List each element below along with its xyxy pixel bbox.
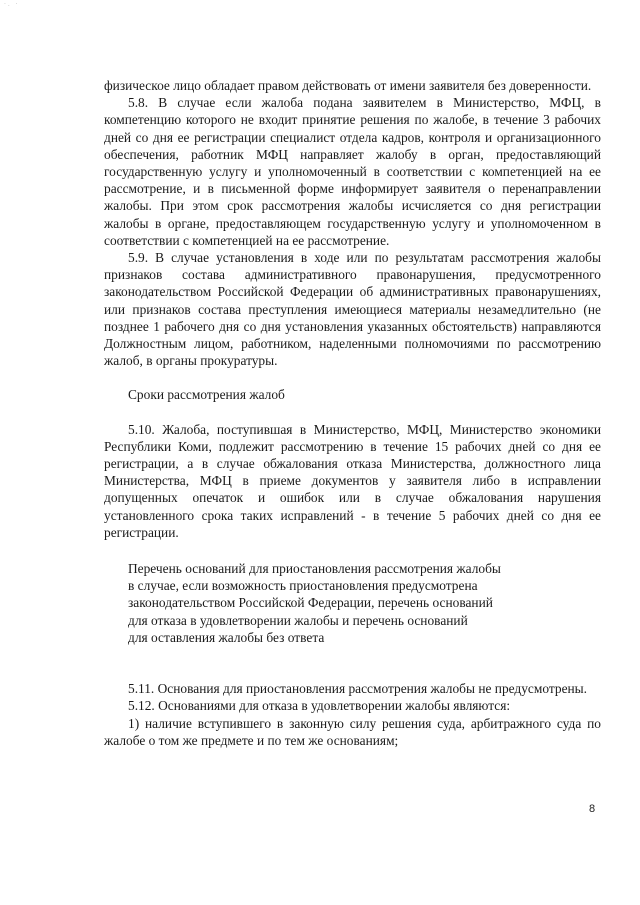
paragraph-5-10: 5.10. Жалоба, поступившая в Министерство, МФЦ, Министерство экономики Республики Коми, подлежит рассмотрению в течение 15 рабочих дней со дня ее регистрации, а в случае обжалования отказа Министерства, должностного лица Министерства, МФЦ в приеме документов у заявителя либо в исправлении допущенных опечаток и ошибок или в случае обжалования нарушения установленного срока таких исправлений - в течение 5 рабочих дней со дня ее регистрации. (104, 421, 601, 540)
paragraph-5-11: 5.11. Основания для приостановления рассмотрения жалобы не предусмотрены. (128, 681, 588, 697)
paragraph-5-12-item-1: 1) наличие вступившего в законную силу решения суда, арбитражного суда по жалобе о том же предмете и по тем же основаниям; (104, 715, 601, 748)
heading-line: законодательством Российской Федерации, перечень оснований (128, 595, 493, 611)
spacer (104, 369, 601, 386)
heading-line: для отказа в удовлетворении жалобы и перечень оснований (128, 612, 468, 628)
paragraph-continued: физическое лицо обладает правом действовать от имени заявителя без доверенности. (104, 78, 592, 93)
spacer (104, 541, 601, 560)
heading-line: в случае, если возможность приостановления предусмотрена (128, 578, 478, 594)
paragraph-5-9: 5.9. В случае установления в ходе или по результатам рассмотрения жалобы признаков состава административного правонарушения, предусмотренного законодательством Российской Федерации об административных правонарушениях, или признаков состава преступления имеющиеся материалы незамедлительно (не позднее 1 рабочего дня со дня установления указанных обстоятельств) направляются Должностным лицом, работником, наделенными полномочиями по рассмотрению жалоб, в органы прокуратуры. (104, 250, 601, 369)
heading-line: Перечень оснований для приостановления рассмотрения жалобы (128, 561, 501, 577)
page-number: 8 (589, 803, 596, 815)
spacer (104, 646, 601, 680)
document-body (104, 77, 601, 749)
scan-artifact: ·. · (4, 1, 20, 8)
section-heading-review-terms: Сроки рассмотрения жалоб (128, 387, 285, 403)
section-heading-grounds (104, 560, 568, 646)
paragraph-5-8: 5.8. В случае если жалоба подана заявителем в Министерство, МФЦ, в компетенцию которого не входит принятие решения по жалобе, в течение 3 рабочих дней со дня ее регистрации специалист отдела кадров, контроля и организационного обеспечения, работник МФЦ направляет жалобу в орган, предоставляющий государственную услугу и уполномоченный в соответствии с компетенцией на ее рассмотрение, и в письменной форме информирует заявителя о перенаправлении жалобы. При этом срок рассмотрения жалобы исчисляется со дня регистрации жалобы в органе, предоставляющем государственную услугу и уполномоченном в соответствии с компетенцией на ее рассмотрение. (104, 95, 601, 248)
paragraph-5-12: 5.12. Основаниями для отказа в удовлетворении жалобы являются: (128, 698, 511, 714)
heading-line: для оставления жалобы без ответа (128, 629, 325, 645)
spacer (104, 404, 601, 421)
